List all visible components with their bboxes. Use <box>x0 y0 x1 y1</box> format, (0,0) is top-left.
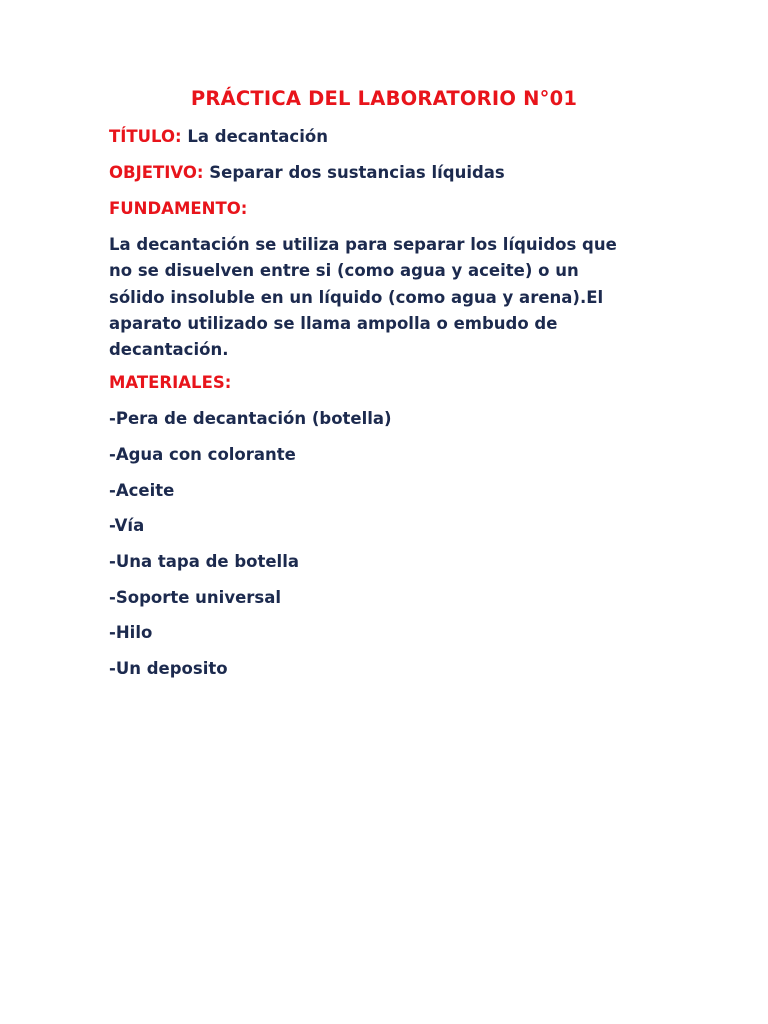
materiales-line <box>109 373 231 392</box>
fundamento-text-line: aparato utilizado se llama ampolla o embudo de <box>109 313 558 333</box>
material-item: -Soporte universal <box>109 588 282 607</box>
titulo-line <box>109 127 328 146</box>
material-item: -Un deposito <box>109 659 228 678</box>
fundamento-text-line: La decantación se utiliza para separar los líquidos que <box>109 235 617 254</box>
fundamento-paragraph <box>109 232 669 363</box>
fundamento-text-line: sólido insoluble en un líquido (como agua y arena).El <box>109 287 604 307</box>
titulo-value: La decantación <box>187 127 328 146</box>
document-title: PRÁCTICA DEL LABORATORIO N°01 <box>190 87 578 110</box>
material-item: -Pera de decantación (botella) <box>109 409 392 428</box>
material-item: -Hilo <box>109 623 153 642</box>
objetivo-value: Separar dos sustancias líquidas <box>209 163 505 182</box>
material-item: -Agua con colorante <box>109 445 296 464</box>
objetivo-line <box>109 163 505 182</box>
fundamento-label: FUNDAMENTO: <box>109 199 248 218</box>
fundamento-text-line: no se disuelven entre si (como agua y aceite) o un <box>109 261 579 281</box>
fundamento-line <box>109 199 247 218</box>
material-item: -Una tapa de botella <box>109 552 299 571</box>
fundamento-text-line: decantación. <box>109 340 229 360</box>
materiales-label: MATERIALES: <box>109 373 232 392</box>
material-item: -Vía <box>109 516 145 535</box>
titulo-label: TÍTULO: <box>109 127 182 146</box>
objetivo-label: OBJETIVO: <box>109 163 204 182</box>
material-item: -Aceite <box>109 481 175 500</box>
